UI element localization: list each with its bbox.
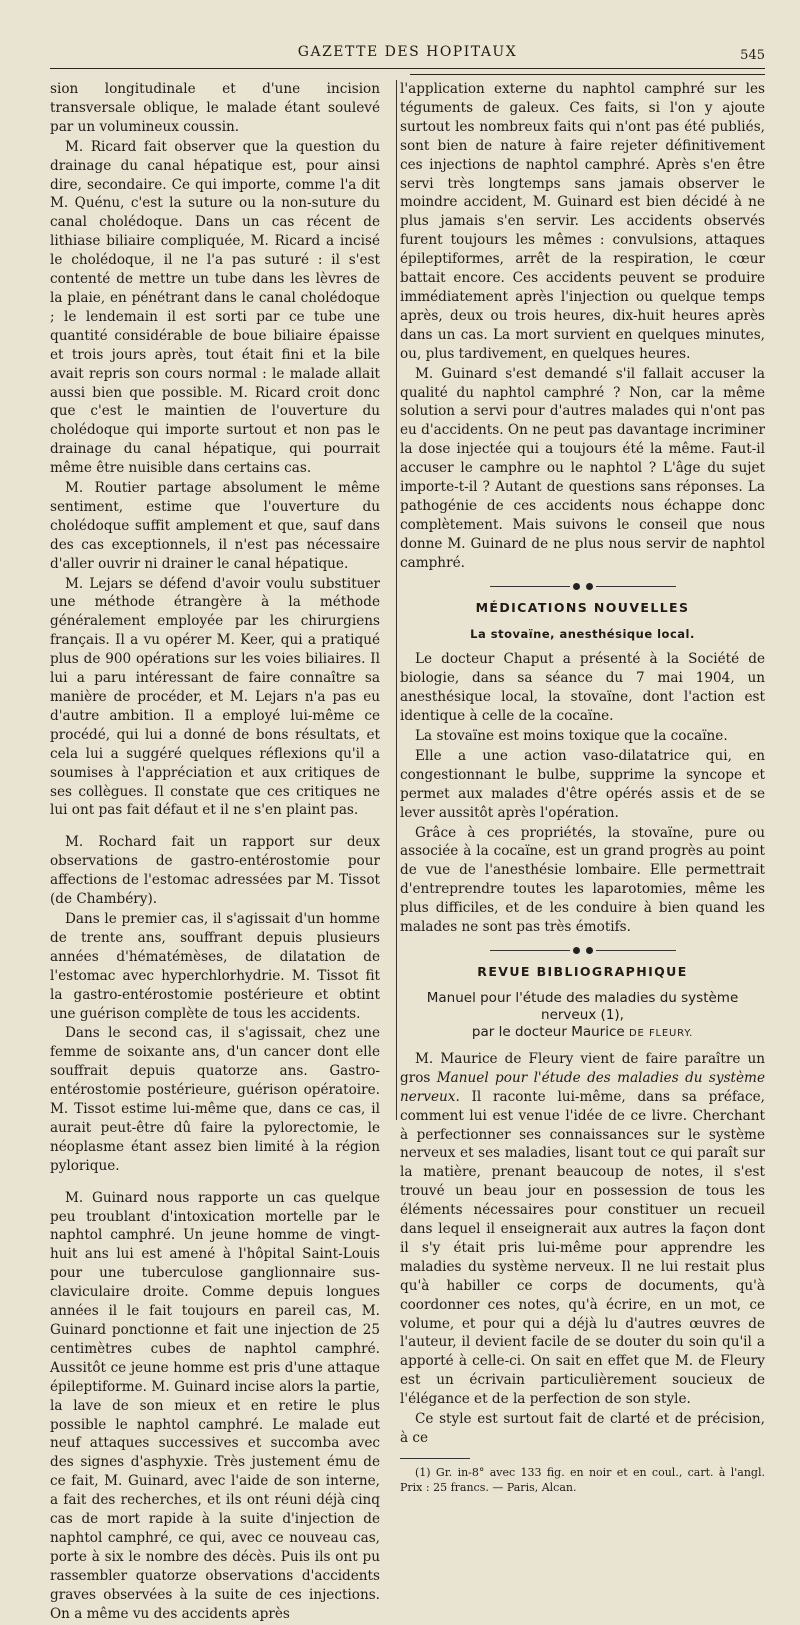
- paragraph: M. Rochard fait un rapport sur deux observations de gastro-entérostomie pour affections de l'estomac adressées par M. Tissot (de Chambéry).: [50, 834, 380, 908]
- book-author-particle: DE: [629, 1027, 645, 1039]
- paragraph: l'application externe du naphtol camphré sur les téguments de galeux. Ces faits, si l'on y ajoute surtout les nombreux faits qui n'ont pas été publiés, sont bien de nature à faire rejeter définitivement ces injections de naphtol camphré. Après s'en être servi très longtemps sans jamais observer le moindre accident, M. Guinard est bien décidé à ne plus jamais s'en servir. Les accidents observés furent toujours les mêmes : convulsions, attaques épileptiformes, arrêt de la respiration, le cœur battait encore. Ces accidents peuvent se produire immédiatement après l'injection ou quelque temps après, deux ou trois heures, dix-huit heures après dans un cas. La mort survient en quelques minutes, ou, plus tardivement, en quelques heures.: [400, 81, 765, 362]
- paragraph: Dans le premier cas, il s'agissait d'un homme de trente ans, souffrant depuis plusieurs années d'hématémèses, de dilatation de l'estomac avec hyperchlorhydrie. M. Tissot fit la gastro-entérostomie postérieure et obtint une guérison complète de tous les accidents.: [50, 910, 380, 1022]
- review-text: M. Maurice de Fleury vient de faire paraître un gros: [400, 1050, 765, 1086]
- book-title-line: Manuel pour l'étude des maladies du système nerveux (1),: [426, 989, 739, 1023]
- paragraph: Elle a une action vaso-dilatatrice qui, en congestionnant le bulbe, supprime la syncope et permet aux malades d'être opérés assis et de se lever aussitôt après l'opération.: [400, 747, 765, 821]
- paragraph: M. Routier partage absolument le même sentiment, estime que l'ouverture du cholédoque suffit amplement et que, sauf dans des cas exceptionnels, il n'est pas nécessaire d'aller ouvrir ni drainer le canal hépatique.: [50, 480, 380, 572]
- paragraph: M. Ricard fait observer que la question du drainage du canal hépatique est, pour ainsi dire, secondaire. Ce qui importe, comme l'a dit M. Quénu, c'est la suture ou la non-suture du canal cholédoque. Dans un cas récent de lithiase biliaire compliquée, M. Ricard a incisé le cholédoque, il ne l'a pas suturé : il s'est contenté de mettre un tube dans les lèvres de la plaie, en pénétrant dans le canal cholédoque ; le lendemain il est sorti par ce tube une quantité considérable de boue biliaire épaisse et trois jours après, tout était fini et la bile avait repris son cours normal : le malade allait aussi bien que possible. M. Ricard croit donc que c'est le maintien de l'ouverture du cholédoque qui importe surtout et non pas le drainage du canal hépatique, qui pourrait même être nuisible dans certains cas.: [50, 138, 380, 477]
- page-number: 545: [740, 48, 765, 63]
- section-ornament: [400, 581, 765, 591]
- page-header: [50, 44, 765, 66]
- paragraph: Grâce à ces propriétés, la stovaïne, pure ou associée à la cocaïne, est un grand progrès au point de vue de l'anesthésie lombaire. Elle permettrait d'entreprendre toutes les laparotomies, même les plus difficiles, et de les conduire à bien quand les malades ne sont pas très émotifs.: [400, 824, 765, 936]
- book-title-italic: Manuel pour l'étude des maladies du système nerveux: [400, 1069, 765, 1105]
- section-title-bibliography: REVUE BIBLIOGRAPHIQUE: [477, 963, 688, 979]
- subsection-title-stovaine: La stovaïne, anesthésique local.: [470, 627, 695, 642]
- paragraph: M. Guinard s'est demandé s'il fallait accuser la qualité du naphtol camphré ? Non, car la même solution a servi pour d'autres malades qui n'ont pas eu d'accidents. On ne peut pas davantage incriminer la dose injectée qui a toujours été la même. Faut-il accuser le camphre ou le naphtol ? L'âge du sujet importe-t-il ? Autant de questions sans réponses. La pathogénie de ces accidents nous échappe donc complètement. Mais suivons le conseil que nous donne M. Guinard de ne plus nous servir de naphtol camphré.: [400, 365, 765, 571]
- left-column: [50, 80, 380, 1625]
- footnote-rule: [400, 1458, 470, 1459]
- paragraph: M. Lejars se défend d'avoir voulu substituer une méthode étrangère à la méthode généralement employée par les chirurgiens français. Il a vu opérer M. Keer, qui a pratiqué plus de 900 opérations sur les voies biliaires. Il lui a paru intéressant de faire connaître sa manière de procéder, et M. Lejars n'a pas eu d'autre ambition. Il a employé lui-même ce procédé, qui lui a donné de bons résultats, et cela lui a suggéré quelques réflexions qu'il a soumises à l'appréciation et aux critiques de ses collègues. Il constate que ces critiques ne lui ont pas fait défaut et il ne s'en plaint pas.: [50, 575, 380, 819]
- section-ornament: [400, 945, 765, 955]
- review-text: . Il raconte lui-même, dans sa préface, comment lui est venue l'idée de ce livre. Cherchant à perfectionner ses connaissances sur le système nerveux et ses maladies, lisant tout ce qui paraît sur la matière, prenant beaucoup de notes, il s'est trouvé un beau jour en possession de tous les éléments nécessaires pour constituer un recueil dans lequel il enseignerait aux autres la façon dont il s'y était pris lui-même pour apprendre les maladies du système nerveux. Il ne lui restait plus qu'à habiller ce corps de documents, qu'à coordonner ces notes, qu'à écrire, en un mot, ce volume, et pour qui a déjà lu d'autres œuvres de l'auteur, il devient facile de se douter du soin qu'il a apporté à celle-ci. On sait en effet que M. de Fleury est un écrivain particulièrement soucieux de l'élégance et de la perfection de son style.: [400, 1088, 765, 1408]
- book-title: [400, 990, 765, 1042]
- paragraph: sion longitudinale et d'une incision transversale oblique, le malade étant soulevé par un volumineux coussin.: [50, 81, 380, 135]
- paragraph: [400, 1050, 765, 1409]
- book-author-prefix: par le docteur Maurice: [471, 1023, 625, 1040]
- header-rule: [50, 68, 765, 69]
- paragraph: Le docteur Chaput a présenté à la Société de biologie, dans sa séance du 7 mai 1904, un anesthésique local, la stovaïne, dont l'action est identique à celle de la cocaïne.: [400, 651, 765, 725]
- right-column: [400, 80, 765, 1496]
- paragraph: La stovaïne est moins toxique que la cocaïne.: [415, 728, 728, 744]
- paragraph: Dans le second cas, il s'agissait, chez une femme de soixante ans, d'un cancer dont elle souffrait depuis quatorze ans. Gastro-entérostomie postérieure, guérison opératoire. M. Tissot estime lui-même que, dans ce cas, il aurait peut-être dû faire la pylorectomie, le néoplasme étant assez bien limité à la région pylorique.: [50, 1025, 380, 1174]
- book-author-name: FLEURY.: [648, 1027, 694, 1039]
- paragraph: M. Guinard nous rapporte un cas quelque peu troublant d'intoxication mortelle par le naphtol camphré. Un jeune homme de vingt-huit ans lui est amené à l'hôpital Saint-Louis pour une tuberculose ganglionnaire sus-claviculaire droite. Comme depuis longues années il le fait toujours en pareil cas, M. Guinard ponctionne et fait une injection de 25 centimètres cubes de naphtol camphré. Aussitôt ce jeune homme est pris d'une attaque épileptiforme. M. Guinard incise alors la partie, la lave de son mieux et en retire le plus possible le naphtol camphré. Le malade eut neuf attaques successives et succomba avec des signes d'asphyxie. Très justement ému de ce fait, M. Guinard, avec l'aide de son interne, a fait des recherches, et ils ont réuni déjà cinq cas de mort rapide à la suite d'injection de naphtol camphré, ce qui, avec ce nouveau cas, porte à six le nombre des décès. Puis ils ont pu rassembler quatorze observations d'accidents graves observées à la suite de ces injections. On a même vu des accidents après: [50, 1189, 380, 1622]
- section-title-medications: MÉDICATIONS NOUVELLES: [475, 599, 690, 615]
- journal-title: GAZETTE DES HOPITAUX: [297, 44, 518, 60]
- header-rule-secondary: [410, 74, 765, 75]
- footnote: (1) Gr. in-8° avec 133 fig. en noir et en coul., cart. à l'angl. Prix : 25 francs. — Paris, Alcan.: [400, 1465, 765, 1494]
- column-divider: [396, 80, 397, 1120]
- paragraph: Ce style est surtout fait de clarté et de précision, à ce: [400, 1411, 765, 1446]
